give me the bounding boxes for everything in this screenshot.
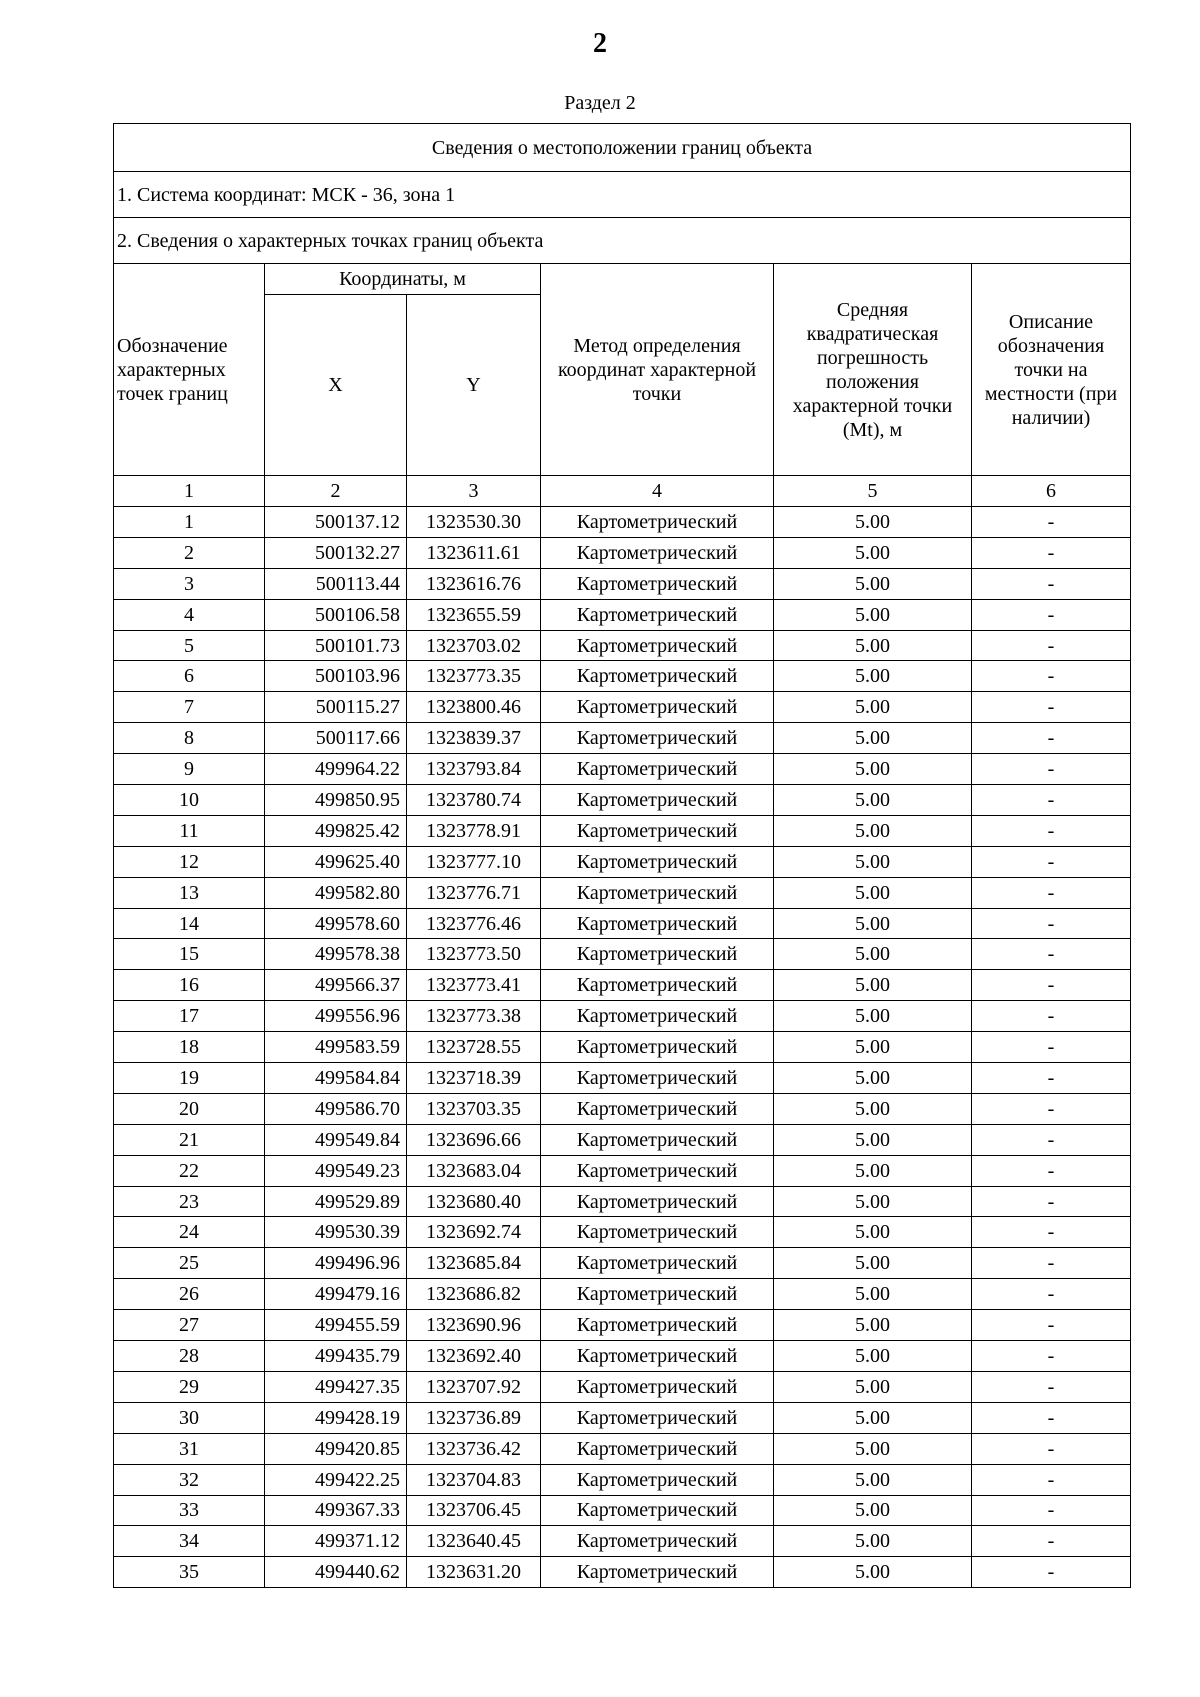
point-id-cell: 32: [114, 1464, 265, 1495]
y-cell: 1323793.84: [407, 754, 541, 785]
method-cell: Картометрический: [541, 568, 774, 599]
point-id-cell: 2: [114, 537, 265, 568]
error-cell: 5.00: [774, 599, 972, 630]
table-row: [114, 1557, 1131, 1588]
point-id-cell: 28: [114, 1341, 265, 1372]
description-cell: -: [972, 939, 1131, 970]
point-id-cell: 19: [114, 1063, 265, 1094]
method-cell: Картометрический: [541, 1310, 774, 1341]
y-cell: 1323707.92: [407, 1371, 541, 1402]
error-cell: 5.00: [774, 1526, 972, 1557]
table-row: [114, 1495, 1131, 1526]
method-cell: Картометрический: [541, 723, 774, 754]
description-cell: -: [972, 815, 1131, 846]
method-cell: Картометрический: [541, 846, 774, 877]
method-cell: Картометрический: [541, 1217, 774, 1248]
table-row: [114, 970, 1131, 1001]
table-row: [114, 908, 1131, 939]
x-cell: 499420.85: [265, 1433, 407, 1464]
point-id-cell: 8: [114, 723, 265, 754]
error-cell: 5.00: [774, 1155, 972, 1186]
table-row: [114, 537, 1131, 568]
error-cell: 5.00: [774, 1402, 972, 1433]
description-cell: -: [972, 1217, 1131, 1248]
x-cell: 499850.95: [265, 785, 407, 816]
table-row: [114, 815, 1131, 846]
table-row: [114, 1402, 1131, 1433]
column-number: 3: [407, 476, 541, 507]
table-row: [114, 1217, 1131, 1248]
y-cell: 1323696.66: [407, 1124, 541, 1155]
page-number: 2: [593, 28, 607, 59]
table-body: [114, 507, 1131, 1588]
x-cell: 499440.62: [265, 1557, 407, 1588]
error-cell: 5.00: [774, 661, 972, 692]
method-cell: Картометрический: [541, 1032, 774, 1063]
x-cell: 499496.96: [265, 1248, 407, 1279]
y-cell: 1323778.91: [407, 815, 541, 846]
error-cell: 5.00: [774, 754, 972, 785]
error-cell: 5.00: [774, 1001, 972, 1032]
x-cell: 499584.84: [265, 1063, 407, 1094]
description-cell: -: [972, 1248, 1131, 1279]
column-number: 5: [774, 476, 972, 507]
table-row: [114, 1279, 1131, 1310]
point-id-cell: 9: [114, 754, 265, 785]
y-cell: 1323631.20: [407, 1557, 541, 1588]
error-cell: 5.00: [774, 537, 972, 568]
y-cell: 1323773.50: [407, 939, 541, 970]
header-y: Y: [407, 295, 541, 476]
method-cell: Картометрический: [541, 1248, 774, 1279]
method-cell: Картометрический: [541, 630, 774, 661]
method-cell: Картометрический: [541, 939, 774, 970]
points-caption: 2. Сведения о характерных точках границ объекта: [114, 218, 1131, 264]
header-coordinates: Координаты, м: [265, 264, 541, 295]
method-cell: Картометрический: [541, 1341, 774, 1372]
point-id-cell: 18: [114, 1032, 265, 1063]
point-id-cell: 5: [114, 630, 265, 661]
table-row: [114, 599, 1131, 630]
y-cell: 1323776.71: [407, 877, 541, 908]
y-cell: 1323706.45: [407, 1495, 541, 1526]
description-cell: -: [972, 1186, 1131, 1217]
description-cell: -: [972, 1402, 1131, 1433]
x-cell: 499530.39: [265, 1217, 407, 1248]
description-cell: -: [972, 1001, 1131, 1032]
method-cell: Картометрический: [541, 1001, 774, 1032]
method-cell: Картометрический: [541, 599, 774, 630]
table-row: [114, 692, 1131, 723]
description-cell: -: [972, 970, 1131, 1001]
description-cell: -: [972, 537, 1131, 568]
y-cell: 1323616.76: [407, 568, 541, 599]
table-row: [114, 1063, 1131, 1094]
point-id-cell: 30: [114, 1402, 265, 1433]
method-cell: Картометрический: [541, 692, 774, 723]
header-method: Метод определения координат характерной точки: [541, 264, 774, 476]
point-id-cell: 4: [114, 599, 265, 630]
description-cell: -: [972, 661, 1131, 692]
method-cell: Картометрический: [541, 1093, 774, 1124]
y-cell: 1323773.38: [407, 1001, 541, 1032]
method-cell: Картометрический: [541, 1186, 774, 1217]
method-cell: Картометрический: [541, 1495, 774, 1526]
table-row: [114, 1124, 1131, 1155]
column-number: 2: [265, 476, 407, 507]
header-designation: Обозначение характерных точек границ: [114, 264, 265, 476]
y-cell: 1323776.46: [407, 908, 541, 939]
point-id-cell: 31: [114, 1433, 265, 1464]
error-cell: 5.00: [774, 630, 972, 661]
method-cell: Картометрический: [541, 1124, 774, 1155]
coordinate-system: 1. Система координат: МСК - 36, зона 1: [114, 172, 1131, 218]
x-cell: 499825.42: [265, 815, 407, 846]
error-cell: 5.00: [774, 908, 972, 939]
y-cell: 1323736.89: [407, 1402, 541, 1433]
method-cell: Картометрический: [541, 1557, 774, 1588]
y-cell: 1323685.84: [407, 1248, 541, 1279]
x-cell: 499479.16: [265, 1279, 407, 1310]
error-cell: 5.00: [774, 1557, 972, 1588]
error-cell: 5.00: [774, 1464, 972, 1495]
description-cell: -: [972, 1279, 1131, 1310]
error-cell: 5.00: [774, 723, 972, 754]
method-cell: Картометрический: [541, 908, 774, 939]
x-cell: 499578.38: [265, 939, 407, 970]
error-cell: 5.00: [774, 939, 972, 970]
x-cell: 499556.96: [265, 1001, 407, 1032]
description-cell: -: [972, 1464, 1131, 1495]
y-cell: 1323686.82: [407, 1279, 541, 1310]
description-cell: -: [972, 1063, 1131, 1094]
table-row: [114, 507, 1131, 538]
error-cell: 5.00: [774, 507, 972, 538]
point-id-cell: 34: [114, 1526, 265, 1557]
table-row: [114, 1032, 1131, 1063]
x-cell: 499428.19: [265, 1402, 407, 1433]
y-cell: 1323777.10: [407, 846, 541, 877]
error-cell: 5.00: [774, 1063, 972, 1094]
method-cell: Картометрический: [541, 970, 774, 1001]
point-id-cell: 16: [114, 970, 265, 1001]
description-cell: -: [972, 1433, 1131, 1464]
table-row: [114, 1310, 1131, 1341]
table-row: [114, 1341, 1131, 1372]
x-cell: 499549.84: [265, 1124, 407, 1155]
description-cell: -: [972, 1371, 1131, 1402]
x-cell: 499578.60: [265, 908, 407, 939]
x-cell: 499422.25: [265, 1464, 407, 1495]
error-cell: 5.00: [774, 1093, 972, 1124]
y-cell: 1323800.46: [407, 692, 541, 723]
method-cell: Картометрический: [541, 537, 774, 568]
error-cell: 5.00: [774, 1341, 972, 1372]
y-cell: 1323692.74: [407, 1217, 541, 1248]
description-cell: -: [972, 1032, 1131, 1063]
table-row: [114, 785, 1131, 816]
point-id-cell: 35: [114, 1557, 265, 1588]
table-row: [114, 1464, 1131, 1495]
y-cell: 1323704.83: [407, 1464, 541, 1495]
point-id-cell: 14: [114, 908, 265, 939]
error-cell: 5.00: [774, 785, 972, 816]
x-cell: 500103.96: [265, 661, 407, 692]
method-cell: Картометрический: [541, 507, 774, 538]
method-cell: Картометрический: [541, 1279, 774, 1310]
point-id-cell: 22: [114, 1155, 265, 1186]
y-cell: 1323640.45: [407, 1526, 541, 1557]
y-cell: 1323773.35: [407, 661, 541, 692]
method-cell: Картометрический: [541, 1402, 774, 1433]
y-cell: 1323680.40: [407, 1186, 541, 1217]
description-cell: -: [972, 754, 1131, 785]
method-cell: Картометрический: [541, 661, 774, 692]
method-cell: Картометрический: [541, 785, 774, 816]
description-cell: -: [972, 1310, 1131, 1341]
point-id-cell: 26: [114, 1279, 265, 1310]
point-id-cell: 23: [114, 1186, 265, 1217]
y-cell: 1323611.61: [407, 537, 541, 568]
x-cell: 500113.44: [265, 568, 407, 599]
table-row: [114, 630, 1131, 661]
point-id-cell: 24: [114, 1217, 265, 1248]
error-cell: 5.00: [774, 877, 972, 908]
error-cell: 5.00: [774, 1310, 972, 1341]
x-cell: 499549.23: [265, 1155, 407, 1186]
column-number: 1: [114, 476, 265, 507]
point-id-cell: 7: [114, 692, 265, 723]
table-row: [114, 1526, 1131, 1557]
x-cell: 499583.59: [265, 1032, 407, 1063]
y-cell: 1323703.02: [407, 630, 541, 661]
y-cell: 1323736.42: [407, 1433, 541, 1464]
x-cell: 499435.79: [265, 1341, 407, 1372]
column-number: 4: [541, 476, 774, 507]
error-cell: 5.00: [774, 568, 972, 599]
y-cell: 1323728.55: [407, 1032, 541, 1063]
x-cell: 500101.73: [265, 630, 407, 661]
description-cell: -: [972, 723, 1131, 754]
point-id-cell: 10: [114, 785, 265, 816]
method-cell: Картометрический: [541, 815, 774, 846]
column-numbers-row: [114, 476, 1131, 507]
column-number: 6: [972, 476, 1131, 507]
description-cell: -: [972, 1155, 1131, 1186]
error-cell: 5.00: [774, 692, 972, 723]
point-id-cell: 3: [114, 568, 265, 599]
x-cell: 500106.58: [265, 599, 407, 630]
header-description: Описание обозначения точки на местности (при наличии): [972, 264, 1131, 476]
y-cell: 1323703.35: [407, 1093, 541, 1124]
table-row: [114, 1001, 1131, 1032]
point-id-cell: 13: [114, 877, 265, 908]
x-cell: 499625.40: [265, 846, 407, 877]
x-cell: 499529.89: [265, 1186, 407, 1217]
point-id-cell: 12: [114, 846, 265, 877]
point-id-cell: 27: [114, 1310, 265, 1341]
description-cell: -: [972, 1093, 1131, 1124]
x-cell: 500137.12: [265, 507, 407, 538]
table-title: Сведения о местоположении границ объекта: [114, 124, 1131, 172]
x-cell: 500117.66: [265, 723, 407, 754]
y-cell: 1323692.40: [407, 1341, 541, 1372]
x-cell: 499582.80: [265, 877, 407, 908]
point-id-cell: 20: [114, 1093, 265, 1124]
method-cell: Картометрический: [541, 754, 774, 785]
y-cell: 1323683.04: [407, 1155, 541, 1186]
y-cell: 1323780.74: [407, 785, 541, 816]
header-error: Средняя квадратическая погрешность положения характерной точки (Mt), м: [774, 264, 972, 476]
y-cell: 1323718.39: [407, 1063, 541, 1094]
table-row: [114, 1155, 1131, 1186]
point-id-cell: 11: [114, 815, 265, 846]
method-cell: Картометрический: [541, 1433, 774, 1464]
y-cell: 1323655.59: [407, 599, 541, 630]
error-cell: 5.00: [774, 1124, 972, 1155]
table-row: [114, 754, 1131, 785]
x-cell: 499586.70: [265, 1093, 407, 1124]
method-cell: Картометрический: [541, 1063, 774, 1094]
table-row: [114, 661, 1131, 692]
point-id-cell: 29: [114, 1371, 265, 1402]
error-cell: 5.00: [774, 815, 972, 846]
y-cell: 1323839.37: [407, 723, 541, 754]
error-cell: 5.00: [774, 1032, 972, 1063]
point-id-cell: 21: [114, 1124, 265, 1155]
y-cell: 1323690.96: [407, 1310, 541, 1341]
y-cell: 1323773.41: [407, 970, 541, 1001]
table-row: [114, 1186, 1131, 1217]
description-cell: -: [972, 785, 1131, 816]
method-cell: Картометрический: [541, 1464, 774, 1495]
description-cell: -: [972, 630, 1131, 661]
error-cell: 5.00: [774, 970, 972, 1001]
description-cell: -: [972, 1526, 1131, 1557]
error-cell: 5.00: [774, 846, 972, 877]
description-cell: -: [972, 692, 1131, 723]
x-cell: 499427.35: [265, 1371, 407, 1402]
x-cell: 499371.12: [265, 1526, 407, 1557]
error-cell: 5.00: [774, 1186, 972, 1217]
method-cell: Картометрический: [541, 877, 774, 908]
description-cell: -: [972, 877, 1131, 908]
error-cell: 5.00: [774, 1433, 972, 1464]
method-cell: Картометрический: [541, 1371, 774, 1402]
error-cell: 5.00: [774, 1248, 972, 1279]
point-id-cell: 33: [114, 1495, 265, 1526]
description-cell: -: [972, 1124, 1131, 1155]
description-cell: -: [972, 568, 1131, 599]
description-cell: -: [972, 908, 1131, 939]
error-cell: 5.00: [774, 1495, 972, 1526]
error-cell: 5.00: [774, 1279, 972, 1310]
description-cell: -: [972, 507, 1131, 538]
point-id-cell: 1: [114, 507, 265, 538]
boundary-points-table: [113, 123, 1131, 1588]
x-cell: 499367.33: [265, 1495, 407, 1526]
table-row: [114, 1248, 1131, 1279]
table-row: [114, 568, 1131, 599]
table-row: [114, 1433, 1131, 1464]
description-cell: -: [972, 1341, 1131, 1372]
table-row: [114, 1093, 1131, 1124]
point-id-cell: 15: [114, 939, 265, 970]
error-cell: 5.00: [774, 1217, 972, 1248]
table-row: [114, 877, 1131, 908]
header-x: X: [265, 295, 407, 476]
point-id-cell: 25: [114, 1248, 265, 1279]
table-row: [114, 723, 1131, 754]
x-cell: 499566.37: [265, 970, 407, 1001]
description-cell: -: [972, 846, 1131, 877]
section-label: Раздел 2: [564, 92, 636, 114]
x-cell: 499455.59: [265, 1310, 407, 1341]
description-cell: -: [972, 1557, 1131, 1588]
method-cell: Картометрический: [541, 1155, 774, 1186]
error-cell: 5.00: [774, 1371, 972, 1402]
method-cell: Картометрический: [541, 1526, 774, 1557]
x-cell: 499964.22: [265, 754, 407, 785]
y-cell: 1323530.30: [407, 507, 541, 538]
table-row: [114, 846, 1131, 877]
point-id-cell: 6: [114, 661, 265, 692]
description-cell: -: [972, 599, 1131, 630]
point-id-cell: 17: [114, 1001, 265, 1032]
x-cell: 500132.27: [265, 537, 407, 568]
table-row: [114, 1371, 1131, 1402]
table-row: [114, 939, 1131, 970]
description-cell: -: [972, 1495, 1131, 1526]
x-cell: 500115.27: [265, 692, 407, 723]
